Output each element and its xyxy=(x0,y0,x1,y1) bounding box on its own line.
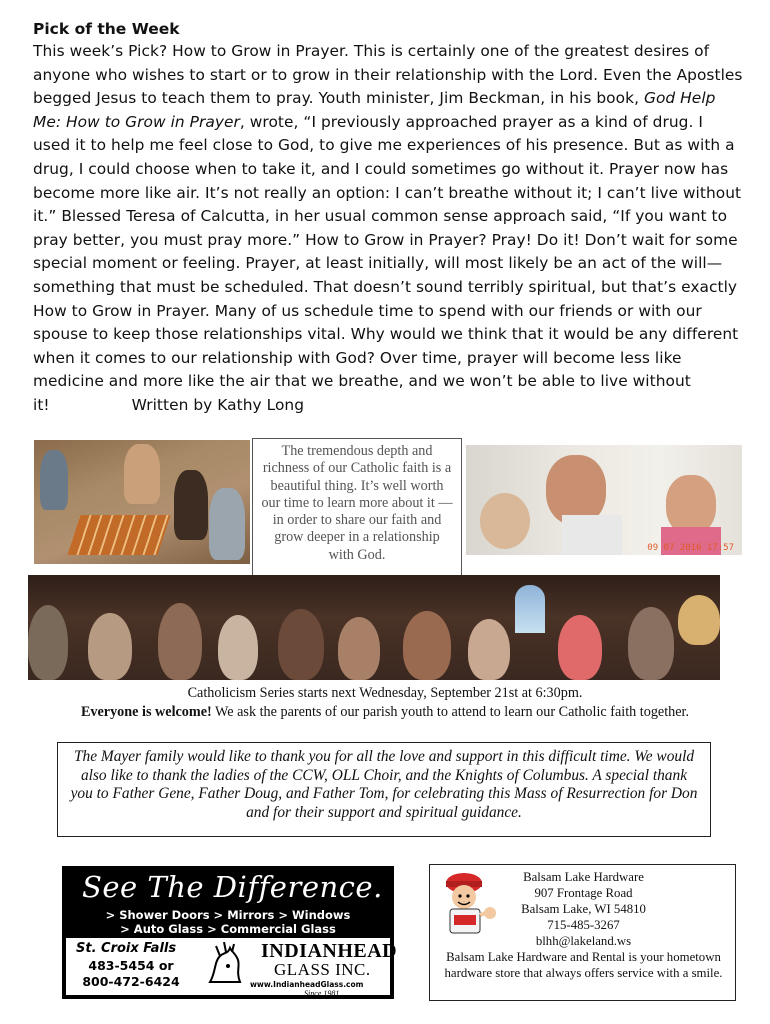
photo-kid-shape xyxy=(562,515,622,555)
photo-kid-shape xyxy=(40,450,68,510)
hardware-tagline-1: Balsam Lake Hardware and Rental is your hometown xyxy=(446,950,721,964)
ad-glass-slogan: See The Difference. xyxy=(82,870,383,904)
audience-head-shape xyxy=(403,611,451,680)
photo-kids-thumbs-up xyxy=(466,445,742,555)
audience-head-shape xyxy=(218,615,258,680)
welcome-line xyxy=(0,704,770,721)
church-window-shape xyxy=(515,585,545,633)
hardware-phone: 715-485-3267 xyxy=(547,918,620,932)
audience-head-shape xyxy=(338,617,380,680)
ad-indianhead-glass xyxy=(62,866,398,999)
photo-kid-shape xyxy=(666,475,716,535)
article-body-part2: , wrote, “I previously approached prayer as a kind of drug. I used it to help me feel close to God, to give me experiences of his presence. But as with a drug, I could choose when to take it, and I could sometimes go without it. Prayer now has become more like air. It’s not really an option: I can’t breathe without it; I can’t live without it.” Blessed Teresa of Calcutta, in her usual common sense approach said, “If you want to pray better, you must pray more.” How to Grow in Prayer? Pray! Do it! Don’t wait for some special moment or feeling. Prayer, at least initially, will most likely be an act of the will—something that must be scheduled. That doesn’t sound terribly spiritual, but that’s exactly How to Grow in Prayer. Many of us schedule time to spend with our friends or with our spouse to keep those relationships vital. Why would we think that it would be any different when it comes to our relationship with God? Over time, prayer will become less like medicine and more like the air that we breathe, and we won’t be able to live without it! xyxy=(33,112,742,414)
hardware-city: Balsam Lake, WI 54810 xyxy=(521,902,646,916)
ad-glass-services-2: > Auto Glass > Commercial Glass xyxy=(120,922,336,936)
photo-timestamp: 09 07 2016 17:57 xyxy=(647,543,734,553)
photo-kid-shape xyxy=(174,470,208,540)
ad-glass-website: www.IndianheadGlass.com xyxy=(250,980,364,989)
audience-head-shape xyxy=(558,615,602,680)
photo-tiles-shape xyxy=(68,515,171,555)
ad-glass-services-1: > Shower Doors > Mirrors > Windows xyxy=(105,908,351,922)
ad-glass-brand-sub: GLASS INC. xyxy=(274,960,371,979)
book-title: God Help Me: How to Grow in Prayer xyxy=(33,89,716,131)
ad-glass-phone-2: 800-472-6424 xyxy=(82,974,180,989)
article-heading: Pick of the Week xyxy=(33,20,180,38)
ad-glass-since: Since 1981 xyxy=(304,989,340,998)
hardware-tagline-2: hardware store that always offers service with a smile. xyxy=(444,966,723,980)
ad-balsam-lake-hardware xyxy=(429,864,736,1001)
indian-head-logo-icon xyxy=(206,942,244,988)
welcome-rest: We ask the parents of our parish youth to attend to learn our Catholic faith together. xyxy=(211,704,690,720)
hardware-street: 907 Frontage Road xyxy=(534,886,633,900)
article-byline: Written by Kathy Long xyxy=(131,395,305,414)
ad-glass-city: St. Croix Falls xyxy=(76,941,177,956)
faith-quote-box: The tremendous depth and richness of our Catholic faith is a beautiful thing. It’s well worth our time to learn more about it — in order to share our faith and grow deeper in a relationship with God. xyxy=(252,438,462,576)
audience-head-shape xyxy=(278,609,324,680)
photo-kids-playing xyxy=(34,440,250,564)
photo-kid-shape xyxy=(480,493,530,549)
audience-head-shape xyxy=(28,605,68,680)
photo-church-audience xyxy=(28,575,720,680)
article-body xyxy=(33,40,745,418)
audience-head-shape xyxy=(88,613,132,680)
audience-head-shape xyxy=(678,595,720,645)
mayer-family-thanks: The Mayer family would like to thank you for all the love and support in this difficult time. We would also like to thank the ladies of the CCW, OLL Choir, and the Knights of Columbus. A special thank you to Father Gene, Father Doug, and Father Tom, for celebrating this Mass of Resurrection for Don and for their support and spiritual guidance. xyxy=(57,742,711,837)
ad-glass-phone-1: 483-5454 or xyxy=(88,958,174,973)
photo-kid-shape xyxy=(209,488,245,560)
ad-glass-header xyxy=(62,866,394,938)
hardware-name: Balsam Lake Hardware xyxy=(523,870,644,884)
ad-glass-brand: INDIANHEAD xyxy=(261,940,398,962)
audience-head-shape xyxy=(468,619,510,680)
hardware-email: blhh@lakeland.ws xyxy=(535,934,632,948)
audience-head-shape xyxy=(158,603,202,680)
article-body-part1: This week’s Pick? How to Grow in Prayer. This is certainly one of the greatest desires of anyone who wishes to start or to grow in their relationship with the Lord. Even the Apostles begged Jesus to teach them to pray. Youth minister, Jim Beckman, in his book, xyxy=(33,42,743,108)
series-announcement: Catholicism Series starts next Wednesday, September 21st at 6:30pm. xyxy=(187,685,583,701)
welcome-bold: Everyone is welcome! xyxy=(80,704,212,720)
pick-of-week-article xyxy=(33,18,745,418)
ad-glass-footer xyxy=(66,938,398,998)
photo-kid-shape xyxy=(124,444,160,504)
audience-head-shape xyxy=(628,607,674,680)
